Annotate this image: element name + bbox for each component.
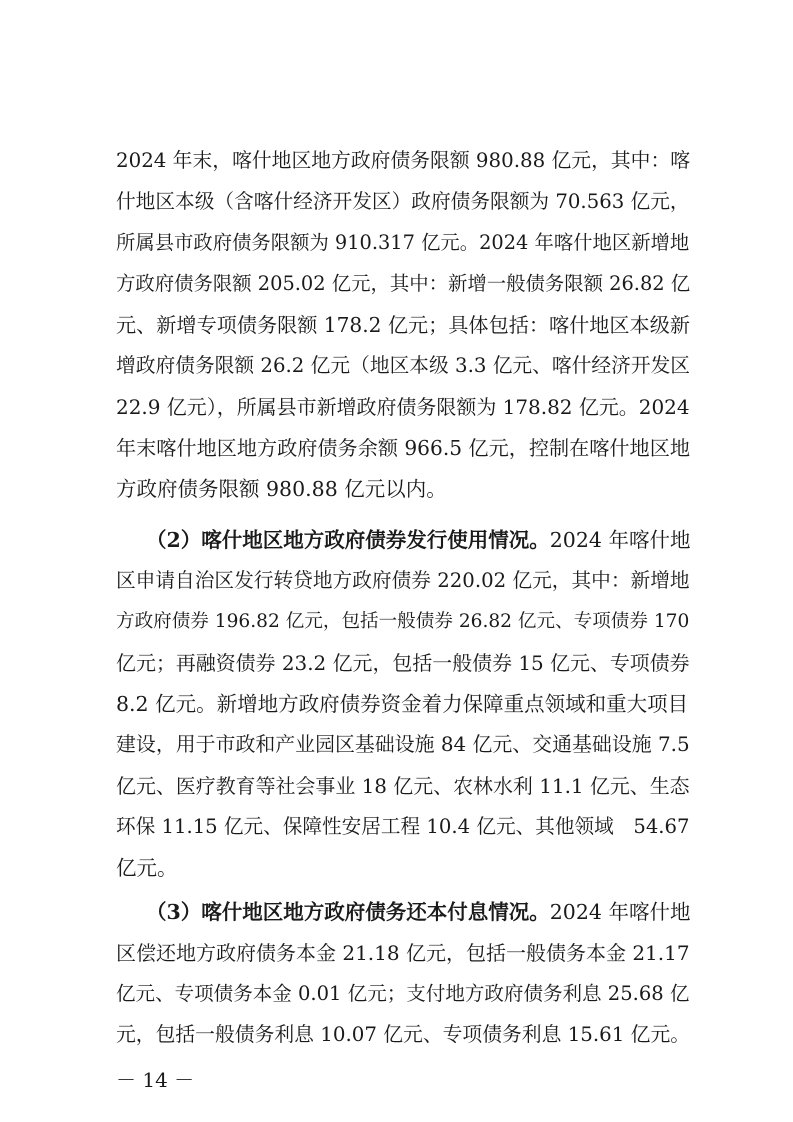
paragraph-line: 2024 年末，喀什地区地方政府债务限额 980.88 亿元，其中：喀 bbox=[116, 149, 691, 172]
section-2-heading: （2）喀什地区地方政府债券发行使用情况。 bbox=[146, 528, 550, 552]
section-3-heading: （3）喀什地区地方政府债务还本付息情况。 bbox=[146, 900, 550, 924]
paragraph-line: 方政府债券 196.82 亿元，包括一般债券 26.82 亿元、专项债券 170 bbox=[116, 611, 690, 632]
paragraph-line: 亿元；再融资债券 23.2 亿元，包括一般债券 15 亿元、专项债券 bbox=[116, 651, 690, 675]
paragraph-line: 方政府债务限额 205.02 亿元，其中：新增一般债务限额 26.82 亿 bbox=[116, 272, 691, 295]
paragraph-line: 8.2 亿元。新增地方政府债券资金着力保障重点领域和重大项目 bbox=[116, 692, 689, 716]
paragraph-line: 22.9 亿元），所属县市新增政府债务限额为 178.82 亿元。2024 bbox=[116, 395, 690, 419]
paragraph-line: 亿元、医疗教育等社会事业 18 亿元、农林水利 11.1 亿元、生态 bbox=[116, 774, 690, 798]
paragraph-line: 年末喀什地区地方政府债务余额 966.5 亿元，控制在喀什地区地 bbox=[116, 436, 690, 460]
paragraph-line: 元、新增专项债务限额 178.2 亿元；具体包括：喀什地区本级新 bbox=[116, 313, 690, 337]
paragraph-line: 区偿还地方政府债务本金 21.18 亿元，包括一般债务本金 21.17 bbox=[116, 941, 690, 965]
section-2-first-line bbox=[146, 520, 690, 560]
paragraph-line: 环保 11.15 亿元、保障性安居工程 10.4 亿元、其他领域 54.67 bbox=[116, 815, 690, 838]
page-number: － 14 － bbox=[116, 1068, 195, 1092]
paragraph-line: 什地区本级（含喀什经济开发区）政府债务限额为 70.563 亿元， bbox=[116, 190, 690, 213]
paragraph-line: 方政府债务限额 980.88 亿元以内。 bbox=[116, 477, 447, 501]
paragraph-line: 亿元、专项债务本金 0.01 亿元；支付地方政府债务利息 25.68 亿 bbox=[116, 982, 690, 1005]
paragraph-line: 建设，用于市政和产业园区基础设施 84 亿元、交通基础设施 7.5 bbox=[116, 733, 690, 756]
paragraph-line: 所属县市政府债务限额为 910.317 亿元。2024 年喀什地区新增地 bbox=[116, 231, 690, 254]
section-2-first-line-text: 2024 年喀什地 bbox=[549, 528, 691, 552]
paragraph-line: 亿元。 bbox=[116, 856, 178, 880]
paragraph-line: 增政府债务限额 26.2 亿元（地区本级 3.3 亿元、喀什经济开发区 bbox=[116, 354, 691, 377]
paragraph-line: 元，包括一般债务利息 10.07 亿元、专项债务利息 15.61 亿元。 bbox=[116, 1023, 691, 1046]
section-3-first-line bbox=[146, 892, 690, 932]
section-3-first-line-text: 2024 年喀什地 bbox=[549, 900, 691, 924]
paragraph-line: 区申请自治区发行转贷地方政府债券 220.02 亿元，其中：新增地 bbox=[116, 569, 690, 592]
